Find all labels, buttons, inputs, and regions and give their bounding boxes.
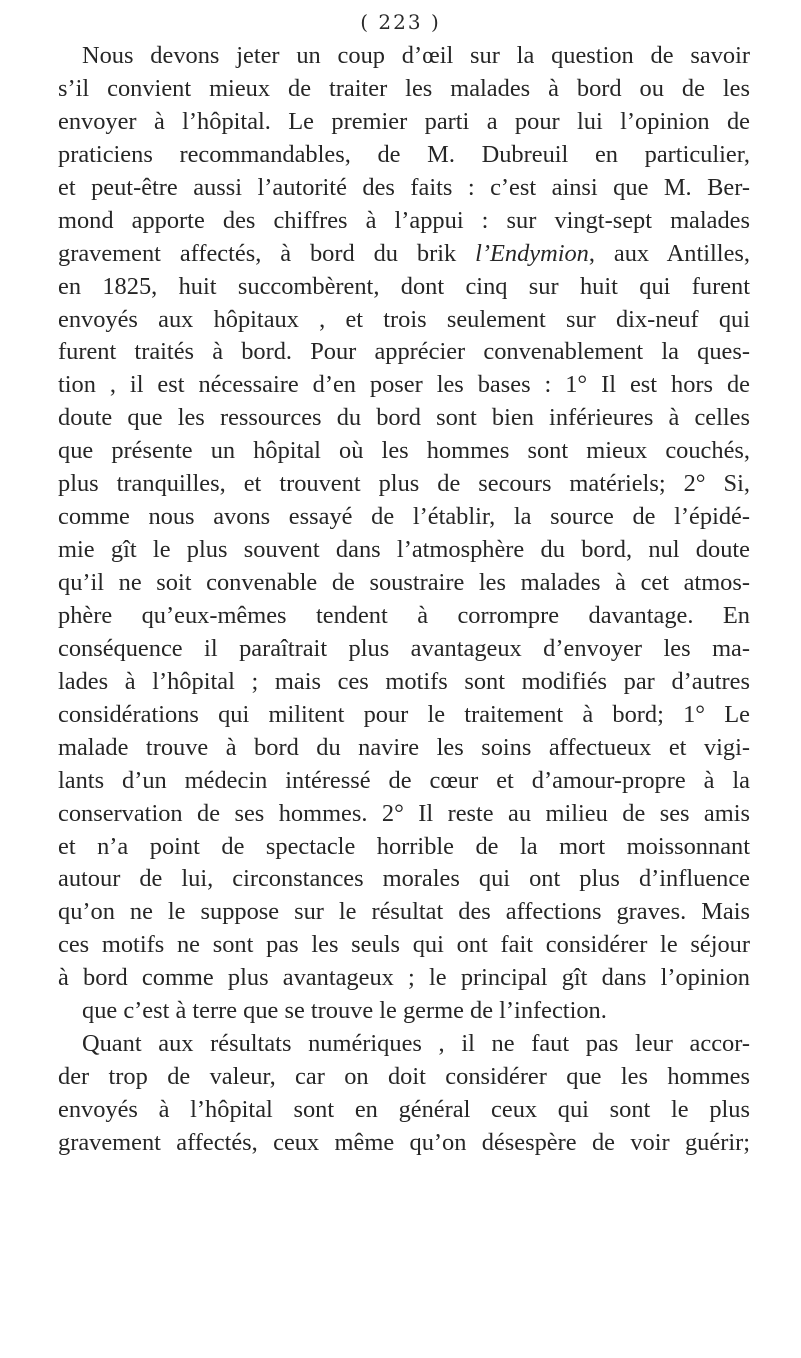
text-line: à bord comme plus avantageux ; le principal gît dans l’opinion: [58, 964, 750, 992]
text-line: lades à l’hôpital ; mais ces motifs sont modifiés par d’autres: [58, 667, 750, 695]
text-line: conservation de ses hommes. 2° Il reste au milieu de ses amis: [58, 799, 750, 827]
text-line: Nous devons jeter un coup d’œil sur la question de savoir: [82, 42, 750, 69]
text-line: qu’il ne soit convenable de soustraire les malades à cet atmos-: [58, 569, 750, 596]
text-line: que c’est à terre que se trouve le germe de l’infection.: [82, 997, 607, 1025]
text-line: tion , il est nécessaire d’en poser les bases : 1° Il est hors de: [58, 371, 750, 399]
text-line: malade trouve à bord du navire les soins affectueux et vigi-: [58, 733, 750, 761]
text-line: gravement affectés, ceux même qu’on désespère de voir guérir;: [58, 1128, 750, 1156]
text-line: qu’on ne le suppose sur le résultat des affections graves. Mais: [58, 898, 750, 926]
text-line: furent traités à bord. Pour apprécier convenablement la ques-: [58, 338, 750, 366]
text-line: der trop de valeur, car on doit considérer que les hommes: [58, 1063, 750, 1091]
text-line: envoyés aux hôpitaux , et trois seulement sur dix-neuf qui: [58, 305, 750, 333]
text-line: ces motifs ne sont pas les seuls qui ont fait considérer le séjour: [58, 931, 750, 959]
text-line: comme nous avons essayé de l’établir, la source de l’épidé-: [58, 503, 750, 531]
text-segment: gravement affectés, à bord du brik: [58, 239, 476, 267]
text-line: praticiens recommandables, de M. Dubreuil en particulier,: [58, 140, 750, 168]
text-line: envoyés à l’hôpital sont en général ceux qui sont le plus: [58, 1096, 750, 1123]
text-line: phère qu’eux-mêmes tendent à corrompre davantage. En: [58, 601, 750, 629]
text-line: que présente un hôpital où les hommes sont mieux couchés,: [58, 437, 750, 465]
text-line: plus tranquilles, et trouvent plus de secours matériels; 2° Si,: [58, 470, 750, 498]
text-line: conséquence il paraîtrait plus avantageux d’envoyer les ma-: [58, 634, 750, 662]
body-text: [58, 40, 750, 1160]
text-line: Quant aux résultats numériques , il ne faut pas leur accor-: [82, 1030, 750, 1058]
text-line: envoyer à l’hôpital. Le premier parti a pour lui l’opinion de: [58, 107, 750, 135]
text-segment: , aux Antilles,: [588, 239, 750, 267]
text-line: doute que les ressources du bord sont bien inférieures à celles: [58, 404, 750, 432]
text-line: considérations qui militent pour le traitement à bord; 1° Le: [58, 700, 750, 728]
page-number: ( 223 ): [360, 10, 441, 34]
text-line: et peut-être aussi l’autorité des faits : c’est ainsi que M. Ber-: [58, 173, 750, 201]
text-line: lants d’un médecin intéressé de cœur et d’amour-propre à la: [58, 766, 750, 794]
ship-name: l’Endymion: [475, 239, 589, 267]
text-line: en 1825, huit succombèrent, dont cinq sur huit qui furent: [58, 272, 750, 300]
text-line: autour de lui, circonstances morales qui ont plus d’influence: [58, 865, 750, 893]
text-line: mie gît le plus souvent dans l’atmosphère du bord, nul doute: [58, 536, 750, 564]
text-line: s’il convient mieux de traiter les malades à bord ou de les: [58, 74, 750, 102]
text-line-with-italic: [58, 238, 750, 271]
text-line: et n’a point de spectacle horrible de la mort moissonnant: [58, 832, 750, 860]
text-line: mond apporte des chiffres à l’appui : sur vingt-sept malades: [58, 206, 750, 234]
